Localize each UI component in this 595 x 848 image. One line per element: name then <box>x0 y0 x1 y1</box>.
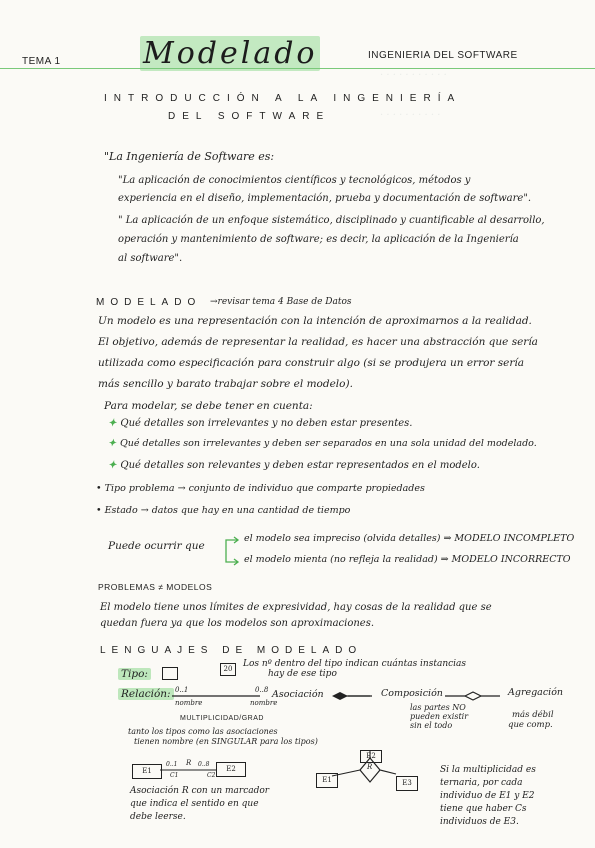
intro-heading-2: DEL SOFTWARE <box>168 111 331 122</box>
estado-line: • Estado → datos que hay en una cantidad de tiempo <box>96 505 351 516</box>
bleed-through-text: · · · · · · · · · · <box>380 110 441 121</box>
agregacion-label: Agregación <box>508 687 564 698</box>
definition-2-line: operación y mantenimiento de software; es decir, la aplicación de la Ingeniería <box>118 234 519 245</box>
definition-2-line: " La aplicación de un enfoque sistemático, disciplinado y cuantificable al desarrollo, <box>118 215 545 226</box>
min-left: 0..1 <box>175 686 189 694</box>
composicion-label: Composición <box>381 688 443 699</box>
error-incompleto: el modelo sea impreciso (olvida detalles) ⇒ MODELO INCOMPLETO <box>244 533 575 544</box>
definition-1-line: experiencia en el diseño, implementación, prueba y documentación de software". <box>118 193 532 204</box>
plus-icon: ✦ <box>108 460 117 471</box>
error-incorrecto: el modelo mienta (no refleja la realidad) ⇒ MODELO INCORRECTO <box>244 554 571 565</box>
composicion-note: pueden existir <box>410 712 469 721</box>
entity-e2: E2 <box>216 762 246 777</box>
tipo-line: • Tipo problema → conjunto de individuo que comparte propiedades <box>96 483 425 494</box>
asociacion-label: Asociación <box>272 689 324 700</box>
tema-label: TEMA 1 <box>22 56 61 67</box>
bleed-through-text: · · · · · · · · · · · <box>380 70 447 81</box>
header-divider <box>0 68 595 69</box>
modelado-lead: Para modelar, se debe tener en cuenta: <box>104 400 313 412</box>
lenguajes-heading: LENGUAJES DE MODELADO <box>100 645 363 656</box>
nombre-left: nombre <box>175 699 203 707</box>
bullet-item: ✦ Qué detalles son irrelevantes y no deben estar presentes. <box>108 418 413 429</box>
problemas-heading: PROBLEMAS ≠ MODELOS <box>98 582 213 592</box>
errores-lead: Puede ocurrir que <box>108 540 205 552</box>
tipo-box-icon <box>162 667 178 680</box>
tipo-note: hay de ese tipo <box>268 669 337 679</box>
ternary-note: tiene que haber Cs <box>440 804 527 814</box>
definition-2-line: al software". <box>118 253 183 264</box>
problemas-line: quedan fuera ya que los modelos son aproximaciones. <box>100 618 375 629</box>
modelado-paragraph-line: El objetivo, además de representar la realidad, es hacer una abstracción que sería <box>98 336 538 348</box>
composicion-note: sin el todo <box>410 721 453 730</box>
intro-heading: INTRODUCCIÓN A LA INGENIERÍA <box>104 93 462 104</box>
composicion-note: las partes NO <box>410 703 466 712</box>
tipo-instance-box: 20 <box>220 663 236 676</box>
bullet-item: ✦ Qué detalles son relevantes y deben estar representados en el modelo. <box>108 460 480 471</box>
modelado-paragraph-line: más sencillo y barato trabajar sobre el modelo). <box>98 378 353 390</box>
multiplicidad-note: tienen nombre (en SINGULAR para los tipos) <box>134 737 318 746</box>
ternary-note: Si la multiplicidad es <box>440 765 536 775</box>
modelado-heading: MODELADO <box>96 297 202 308</box>
ternary-note: ternaria, por cada <box>440 778 523 788</box>
relacion-label: Relación: <box>118 688 174 700</box>
definition-1-line: "La aplicación de conocimientos científicos y tecnológicos, métodos y <box>118 175 471 186</box>
agregacion-note: más débil <box>512 710 554 720</box>
assoc-r: R <box>186 759 192 767</box>
multiplicidad-note: tanto los tipos como las asociaciones <box>128 727 278 736</box>
ternary-note: individuo de E1 y E2 <box>440 791 535 801</box>
tipo-label: Tipo: <box>118 668 151 680</box>
definition-label: "La Ingeniería de Software es: <box>104 150 275 163</box>
ternary-e2: E2 <box>360 750 382 763</box>
page-title: Modelado <box>140 36 320 71</box>
modelado-paragraph-line: utilizada como especificación para construir algo (si se produjera un error sería <box>98 357 525 369</box>
max-right: 0..8 <box>255 686 269 694</box>
bracket-arrows <box>216 534 242 568</box>
assoc-mult-left: 0..1 <box>166 761 178 768</box>
ternary-e1: E1 <box>316 773 338 788</box>
assoc-c1: C1 <box>170 772 179 779</box>
ternary-e3: E3 <box>396 776 418 791</box>
bullet-item: ✦ Qué detalles son irrelevantes y deben ser separados en una sola unidad del modelado. <box>108 438 537 449</box>
subject-label: INGENIERIA DEL SOFTWARE <box>368 50 518 61</box>
agregacion-note: que comp. <box>508 720 553 730</box>
plus-icon: ✦ <box>108 418 117 429</box>
modelado-note: →revisar tema 4 Base de Datos <box>210 297 352 307</box>
assoc-c2: C2 <box>207 772 216 779</box>
modelado-paragraph-line: Un modelo es una representación con la intención de aproximarnos a la realidad. <box>98 315 532 327</box>
entity-e1: E1 <box>132 764 162 779</box>
nombre-right: nombre <box>250 699 278 707</box>
asoc-note: Asociación R con un marcador <box>130 786 270 796</box>
tipo-note: Los nº dentro del tipo indican cuántas instancias <box>243 659 467 669</box>
ternary-r: R <box>367 763 373 771</box>
asoc-note: que indica el sentido en que <box>130 799 259 809</box>
multiplicidad-label: MULTIPLICIDAD/GRAD <box>180 715 264 722</box>
problemas-line: El modelo tiene unos límites de expresividad, hay cosas de la realidad que se <box>100 602 492 613</box>
plus-icon: ✦ <box>108 438 116 449</box>
assoc-mult-right: 0..8 <box>198 761 210 768</box>
ternary-note: individuos de E3. <box>440 817 519 827</box>
asoc-note: debe leerse. <box>130 812 186 822</box>
